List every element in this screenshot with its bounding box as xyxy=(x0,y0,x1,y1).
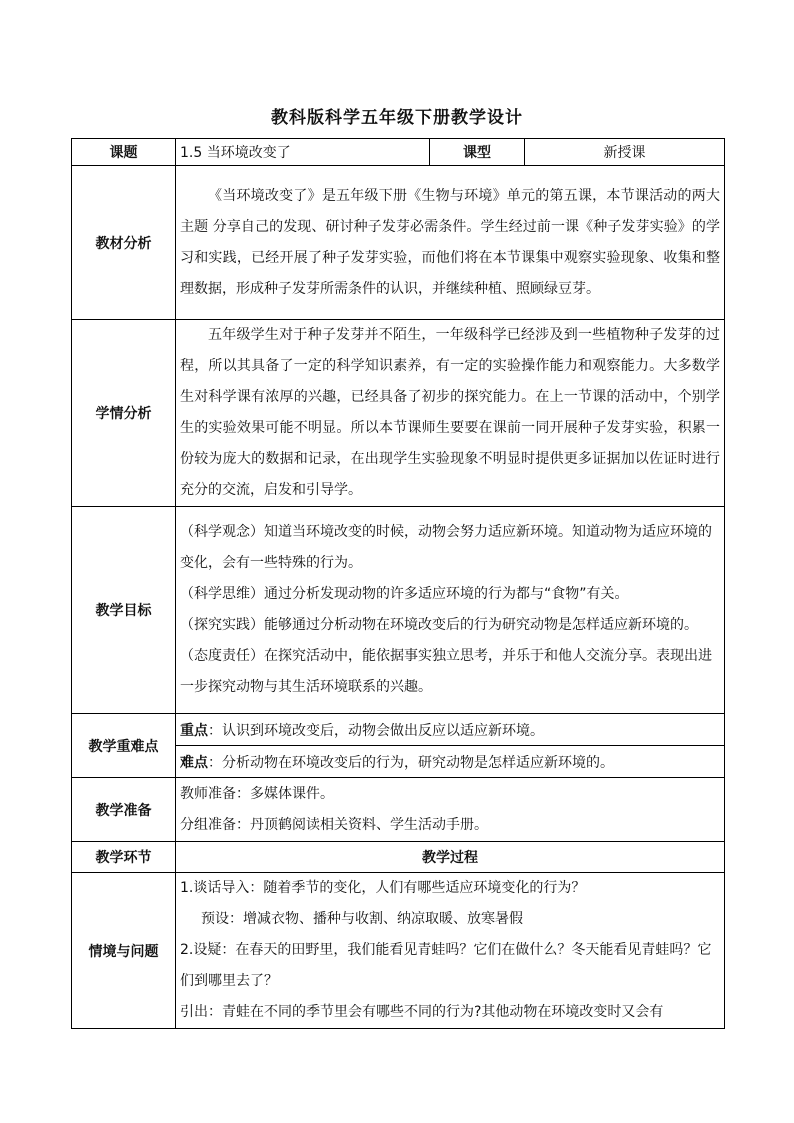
process-label: 教学过程 xyxy=(176,842,725,873)
objective-item: （科学观念）知道当环境改变的时候，动物会努力适应新环境。知道动物为适应环境的变化，会有一些特殊的行为。 xyxy=(180,524,712,571)
objective-item: （探究实践）能够通过分析动物在环境改变后的行为研究动物是怎样适应新环境的。 xyxy=(180,617,698,633)
material-analysis-text: 《当环境改变了》是五年级下册《生物与环境》单元的第五课，本节课活动的两大主题 分享自己的发现、研讨种子发芽必需条件。学生经过前一课《种子发芽实验》的学习和实践，已经开展了种子发芽实验，而他们将在本节课集中观察实验现象、收集和整理数据，形成种子发芽所需条件的认识，并继续种植、照顾绿豆芽。 xyxy=(180,187,720,297)
student-analysis-cell xyxy=(176,320,725,507)
focus-cell xyxy=(176,714,725,746)
situation-line: 1.谈话导入：随着季节的变化，人们有哪些适应环境变化的行为？ xyxy=(180,880,586,896)
type-value: 新授课 xyxy=(525,139,725,166)
material-analysis-row xyxy=(72,166,725,320)
focus-row xyxy=(72,714,725,746)
objective-item: （科学思维）通过分析发现动物的许多适应环境的行为都与“食物”有关。 xyxy=(180,586,629,602)
difficulty-text: ：分析动物在环境改变后的行为，研究动物是怎样适应新环境的。 xyxy=(208,754,614,771)
situation-line: 2.设疑：在春天的田野里，我们能看见青蛙吗？它们在做什么？冬天能看见青蛙吗？它们到哪里去了？ xyxy=(180,942,712,989)
topic-label: 课题 xyxy=(72,139,176,166)
topic-value: 1.5 当环境改变了 xyxy=(176,139,430,166)
focus-label: 重点 xyxy=(180,722,208,739)
material-analysis-cell xyxy=(176,166,725,320)
objective-item: （态度责任）在探究活动中，能依据事实独立思考，并乐于和他人交流分享。表现出进一步探究动物与其生活环境联系的兴趣。 xyxy=(180,648,712,695)
objectives-cell xyxy=(176,507,725,714)
preparation-label: 教学准备 xyxy=(72,778,176,842)
process-header-row xyxy=(72,842,725,873)
situation-row xyxy=(72,873,725,1029)
group-preparation: 分组准备：丹顶鹤阅读相关资料、学生活动手册。 xyxy=(180,816,488,833)
preparation-row xyxy=(72,778,725,842)
difficulty-cell xyxy=(176,746,725,778)
student-analysis-label: 学情分析 xyxy=(72,320,176,507)
situation-line: 引出：青蛙在不同的季节里会有哪些不同的行为?其他动物在环境改变时又会有 xyxy=(180,1004,664,1020)
situation-line: 预设：增减衣物、播种与收割、纳凉取暖、放寒暑假 xyxy=(201,911,523,927)
situation-cell xyxy=(176,873,725,1029)
difficulty-label: 难点 xyxy=(180,754,208,771)
focus-text: ：认识到环境改变后，动物会做出反应以适应新环境。 xyxy=(208,722,544,739)
student-analysis-text: 五年级学生对于种子发芽并不陌生，一年级科学已经涉及到一些植物种子发芽的过程，所以其具备了一定的科学知识素养，有一定的实验操作能力和观察能力。大多数学生对科学课有浓厚的兴趣，已经具备了初步的探究能力。在上一节课的活动中，个别学生的实验效果可能不明显。所以本节课师生要要在课前一同开展种子发芽实验，积累一份较为庞大的数据和记录，在出现学生实验现象不明显时提供更多证据加以佐证时进行充分的交流，启发和引导学。 xyxy=(180,327,720,498)
situation-label: 情境与问题 xyxy=(72,873,176,1029)
student-analysis-row xyxy=(72,320,725,507)
teacher-preparation: 教师准备：多媒体课件。 xyxy=(180,785,334,802)
document-title: 教科版科学五年级下册教学设计 xyxy=(271,108,523,128)
lesson-plan-table xyxy=(71,138,725,1029)
key-points-label: 教学重难点 xyxy=(72,714,176,778)
preparation-cell xyxy=(176,778,725,842)
stage-label: 教学环节 xyxy=(72,842,176,873)
type-label: 课型 xyxy=(430,139,525,166)
material-analysis-label: 教材分析 xyxy=(72,166,176,320)
header-row xyxy=(72,139,725,166)
objectives-row xyxy=(72,507,725,714)
objectives-label: 教学目标 xyxy=(72,507,176,714)
